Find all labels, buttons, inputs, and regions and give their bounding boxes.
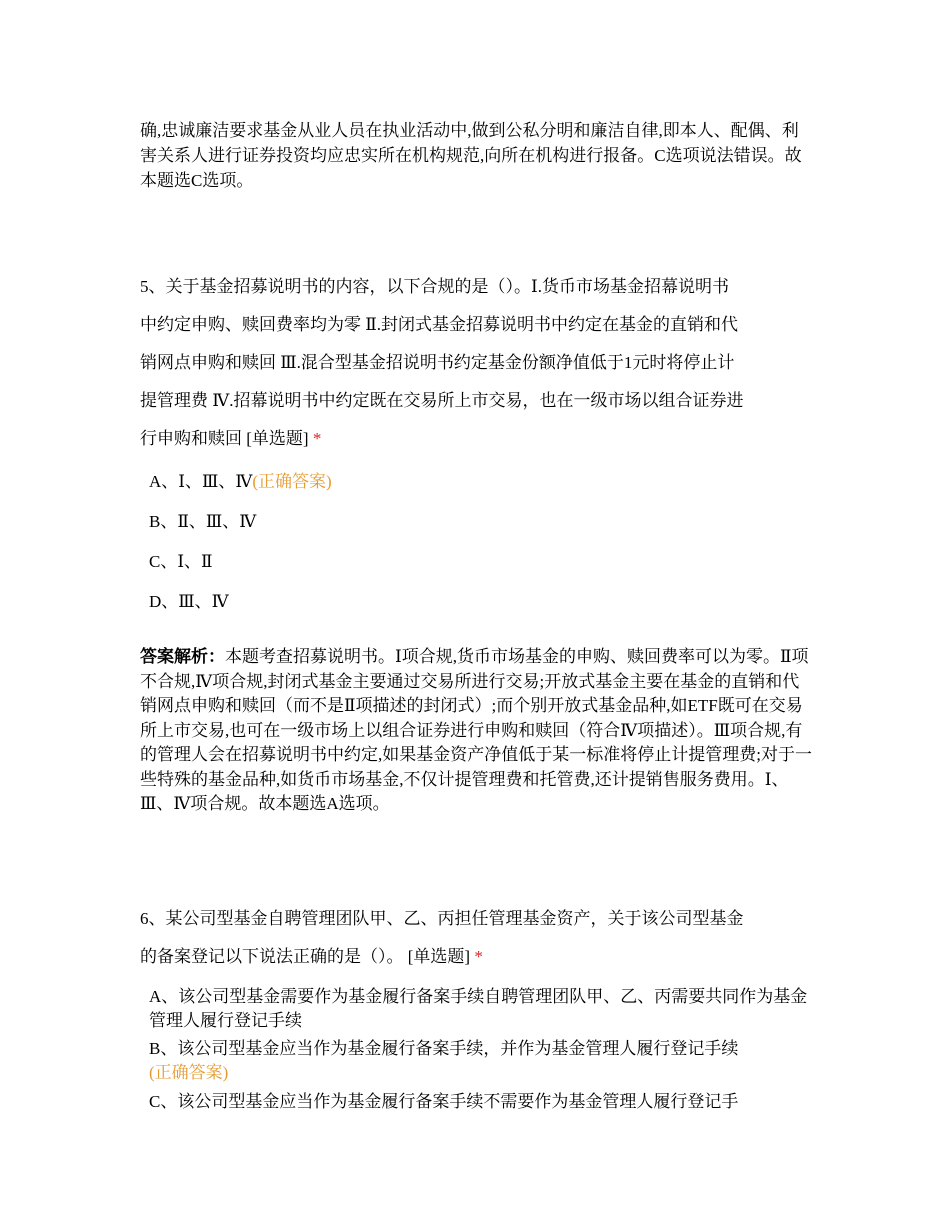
question-line: 销网点申购和赎回 Ⅲ.混合型基金招说明书约定基金份额净值低于1元时将停止计	[140, 353, 735, 372]
required-mark: *	[312, 429, 322, 448]
q6-option-c[interactable]	[149, 1090, 809, 1114]
question-line: 提管理费 Ⅳ.招幕说明书中约定既在交易所上市交易，也在一级市场以组合证券进	[140, 391, 744, 410]
question-type: 的备案登记以下说法正确的是（）。 [单选题]	[140, 947, 471, 966]
option-a[interactable]	[149, 470, 332, 494]
option-text: C、Ⅰ、Ⅱ	[149, 552, 213, 571]
question-line: 中约定申购、赎回费率均为零 Ⅱ.封闭式基金招募说明书中约定在基金的直销和代	[140, 315, 739, 334]
question-line	[140, 420, 743, 458]
question-6	[140, 900, 744, 976]
q6-option-b[interactable]	[149, 1037, 809, 1085]
prev-explanation: 确,忠诚廉洁要求基金从业人员在执业活动中,做到公私分明和廉洁自律,即本人、配偶、利害关系人进行证券投资均应忠实所在机构规范,向所在机构进行报备。C选项说法错误。故本题选C选项。	[140, 121, 802, 190]
option-text: C、该公司型基金应当作为基金履行备案手续不需要作为基金管理人履行登记手	[149, 1092, 739, 1111]
option-text: B、Ⅱ、Ⅲ、Ⅳ	[149, 512, 257, 531]
answer-analysis	[140, 645, 812, 817]
required-mark: *	[474, 947, 483, 966]
analysis-label: 答案解析：	[140, 647, 225, 666]
option-c[interactable]	[149, 550, 213, 574]
question-line: 5、关于基金招募说明书的内容，以下合规的是（）。Ⅰ.货币市场基金招幕说明书	[140, 277, 729, 296]
option-text: A、Ⅰ、Ⅲ、Ⅳ	[149, 472, 253, 491]
option-text: A、该公司型基金需要作为基金履行备案手续自聘管理团队甲、乙、丙需要共同作为基金管理人履行登记手续	[149, 987, 808, 1030]
correct-answer-label: (正确答案)	[252, 472, 332, 491]
q6-option-a[interactable]	[149, 985, 809, 1033]
option-text: D、Ⅲ、Ⅳ	[149, 592, 229, 611]
analysis-text: 本题考查招募说明书。Ⅰ项合规,货币市场基金的申购、赎回费率可以为零。Ⅱ项不合规,Ⅳ项合规,封闭式基金主要通过交易所进行交易;开放式基金主要在基金的直销和代销网点申购和赎回（而不是Ⅱ项描述的封闭式）;而个别开放式基金品种,如ETF既可在交易所上市交易,也可在一级市场上以组合证券进行申购和赎回（符合Ⅳ项描述）。Ⅲ项合规,有的管理人会在招募说明书中约定,如果基金资产净值低于某一标准将停止计提管理费;对于一些特殊的基金品种,如货币市场基金,不仅计提管理费和托管费,还计提销售服务费用。Ⅰ、Ⅲ、Ⅳ项合规。故本题选A选项。	[140, 647, 812, 813]
question-line: 6、某公司型基金自聘管理团队甲、乙、丙担任管理基金资产，关于该公司型基金	[140, 909, 744, 928]
option-b[interactable]	[149, 510, 256, 534]
question-type: 行申购和赎回 [单选题]	[140, 429, 309, 448]
option-d[interactable]	[149, 590, 229, 614]
correct-answer-label: (正确答案)	[149, 1063, 229, 1082]
option-text: B、该公司型基金应当作为基金履行备案手续，并作为基金管理人履行登记手续	[149, 1039, 739, 1058]
question-5	[140, 268, 743, 458]
question-line	[140, 938, 744, 976]
